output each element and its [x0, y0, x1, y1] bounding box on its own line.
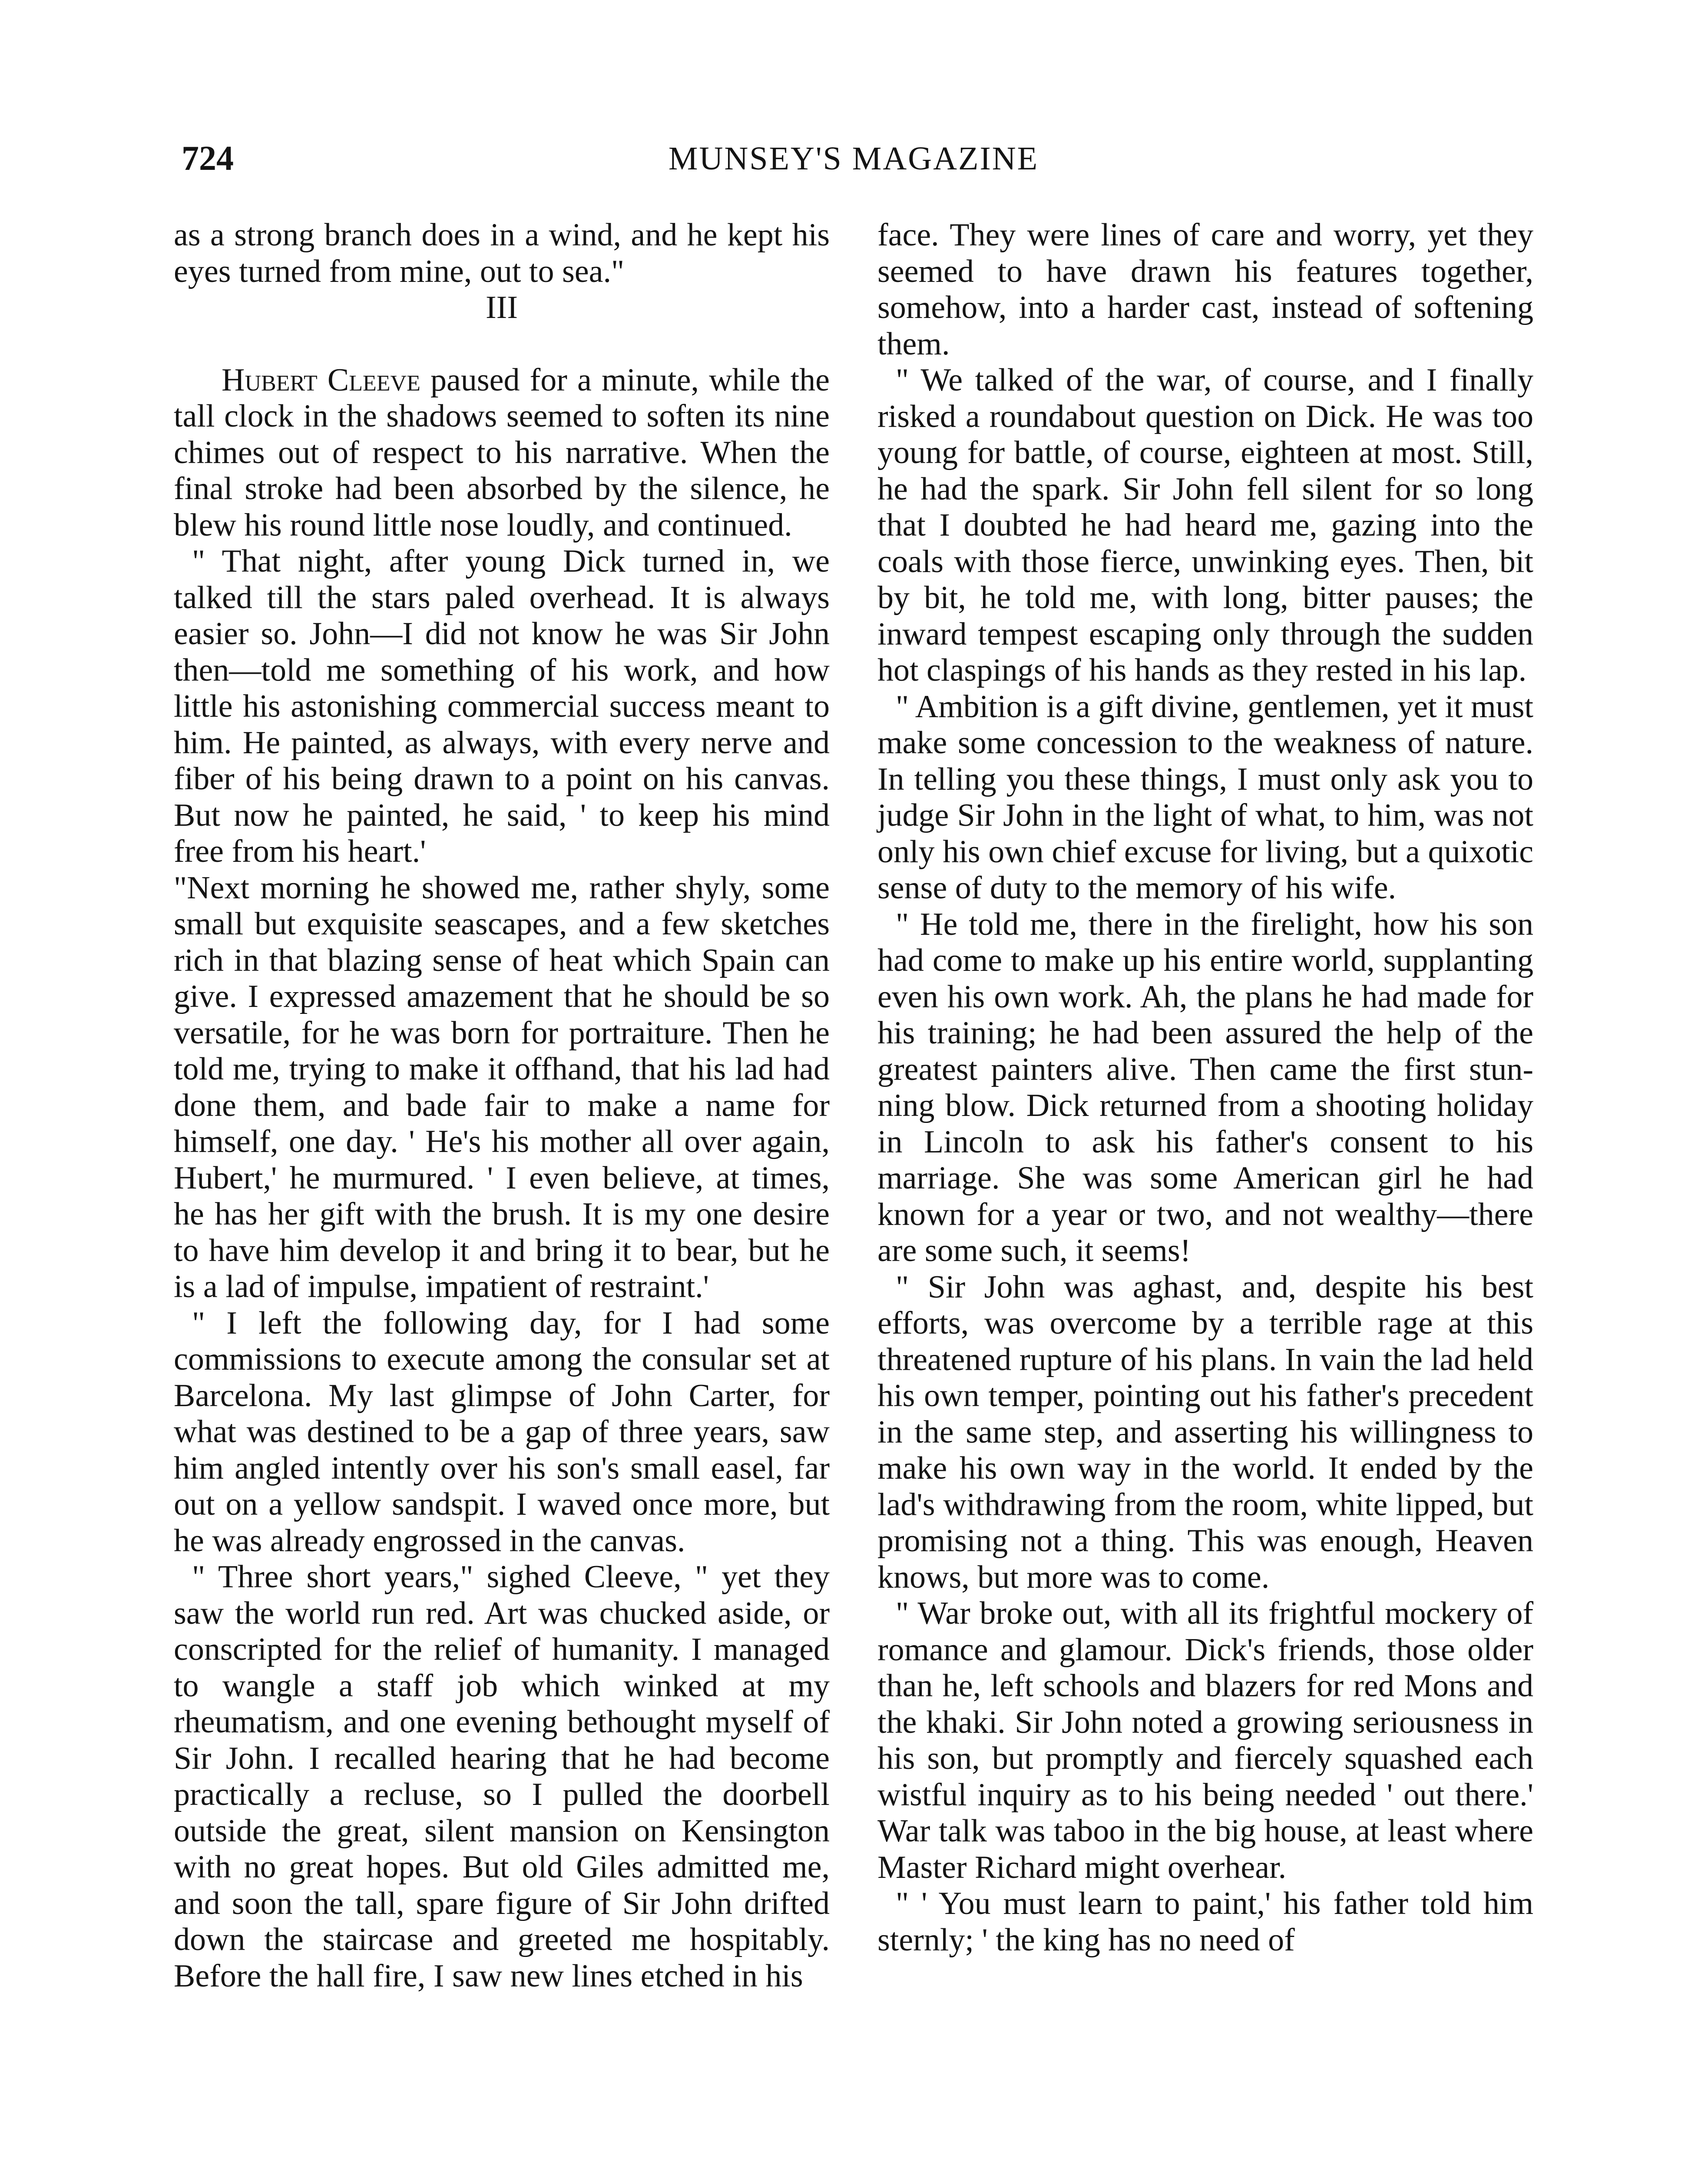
paragraph: face. They were lines of care and worry, yet they seemed to have drawn his features together, somehow, into a harder cast, instead of softening them.	[877, 217, 1533, 362]
running-head	[174, 135, 1533, 182]
paragraph: " We talked of the war, of course, and I finally risked a roundabout question on Dick. He was too young for battle, of course, eighteen at most. Still, he had the spark. Sir John fell silent for so long that I doubted he had heard me, gazing into the coals with those fierce, unwinking eyes. Then, bit by bit, he told me, with long, bitter pauses; the inward tempest escaping only through the sudden hot claspings of his hands as they rested in his lap.	[877, 362, 1533, 688]
paragraph: " Ambition is a gift divine, gentlemen, yet it must make some concession to the weakness of nature. In telling you these things, I must only ask you to judge Sir John in the light of what, to him, was not only his own chief excuse for living, but a quixotic sense of duty to the memory of his wife.	[877, 689, 1533, 906]
paragraph: " Three short years," sighed Cleeve, " yet they saw the world run red. Art was chucked aside, or conscripted for the relief of humanity. I managed to wangle a staff job which winked at my rheumatism, and one evening bethought myself of Sir John. I recalled hearing that he had become practically a recluse, so I pulled the doorbell outside the great, silent mansion on Kensington with no great hopes. But old Giles admitted me, and soon the tall, spare figure of Sir John drifted down the staircase and greeted me hospitably. Before the hall fire, I saw new lines etched in his	[174, 1559, 830, 1994]
paragraph: " War broke out, with all its frightful mockery of romance and glamour. Dick's friends, those older than he, left schools and blazers for red Mons and the khaki. Sir John noted a growing seriousness in his son, but promptly and fiercely squashed each wistful inquiry as to his being needed ' out there.' War talk was taboo in the big house, at least where Master Richard might overhear.	[877, 1596, 1533, 1885]
speaker-name: Hubert Cleeve	[222, 362, 420, 398]
magazine-title: MUNSEY'S MAGAZINE	[668, 140, 1039, 177]
text-columns	[174, 217, 1533, 2172]
paragraph-text: paused for a minute, while the tall clock in the shadows seemed to soften its nine chimes out of respect to his narrative. When the final stroke had been absorbed by the silence, he blew his round little nose loudly, and continued.	[174, 362, 830, 543]
paragraph: as a strong branch does in a wind, and he kept his eyes turned from mine, out to sea."	[174, 217, 830, 289]
section-numeral: III	[486, 290, 518, 325]
right-column	[877, 217, 1533, 1958]
paragraph: "Next morning he showed me, rather shyly, some small but exquisite seascapes, and a few sketches rich in that blazing sense of heat which Spain can give. I expressed amazement that he should be so versatile, for he was born for portraiture. Then he told me, trying to make it offhand, that his lad had done them, and bade fair to make a name for himself, one day. ' He's his mother all over again, Hubert,' he murmured. ' I even believe, at times, he has her gift with the brush. It is my one desire to have him develop it and bring it to bear, but he is a lad of impulse, impatient of restraint.'	[174, 870, 830, 1305]
left-column	[174, 217, 830, 1994]
paragraph: " I left the following day, for I had some commissions to execute among the consular set at Barcelona. My last glimpse of John Carter, for what was destined to be a gap of three years, saw him angled intently over his son's small easel, far out on a yellow sandspit. I waved once more, but he was already engrossed in the canvas.	[174, 1305, 830, 1559]
paragraph: " He told me, there in the firelight, how his son had come to make up his entire world, supplanting even his own work. Ah, the plans he had made for his training; he had been assured the help of the greatest painters alive. Then came the first stunning blow. Dick returned from a shooting holiday in Lincoln to ask his father's consent to his marriage. She was some American girl he had known for a year or two, and not wealthy—there are some such, it seems!	[877, 906, 1533, 1268]
paragraph	[174, 362, 830, 544]
paragraph: " ' You must learn to paint,' his father told him sternly; ' the king has no need of	[877, 1886, 1533, 1958]
page-number: 724	[182, 139, 234, 178]
paragraph: " Sir John was aghast, and, despite his best efforts, was overcome by a terrible rage at this threatened rupture of his plans. In vain the lad held his own temper, pointing out his father's precedent in the same step, and asserting his willingness to make his own way in the world. It ended by the lad's withdrawing from the room, white lipped, but promising not a thing. This was enough, Heaven knows, but more was to come.	[877, 1269, 1533, 1595]
paragraph: " That night, after young Dick turned in, we talked till the stars paled overhead. It is always easier so. John—I did not know he was Sir John then—told me something of his work, and how little his astonishing commercial success meant to him. He painted, as always, with every nerve and fiber of his being drawn to a point on his canvas. But now he painted, he said, ' to keep his mind free from his heart.'	[174, 543, 830, 869]
